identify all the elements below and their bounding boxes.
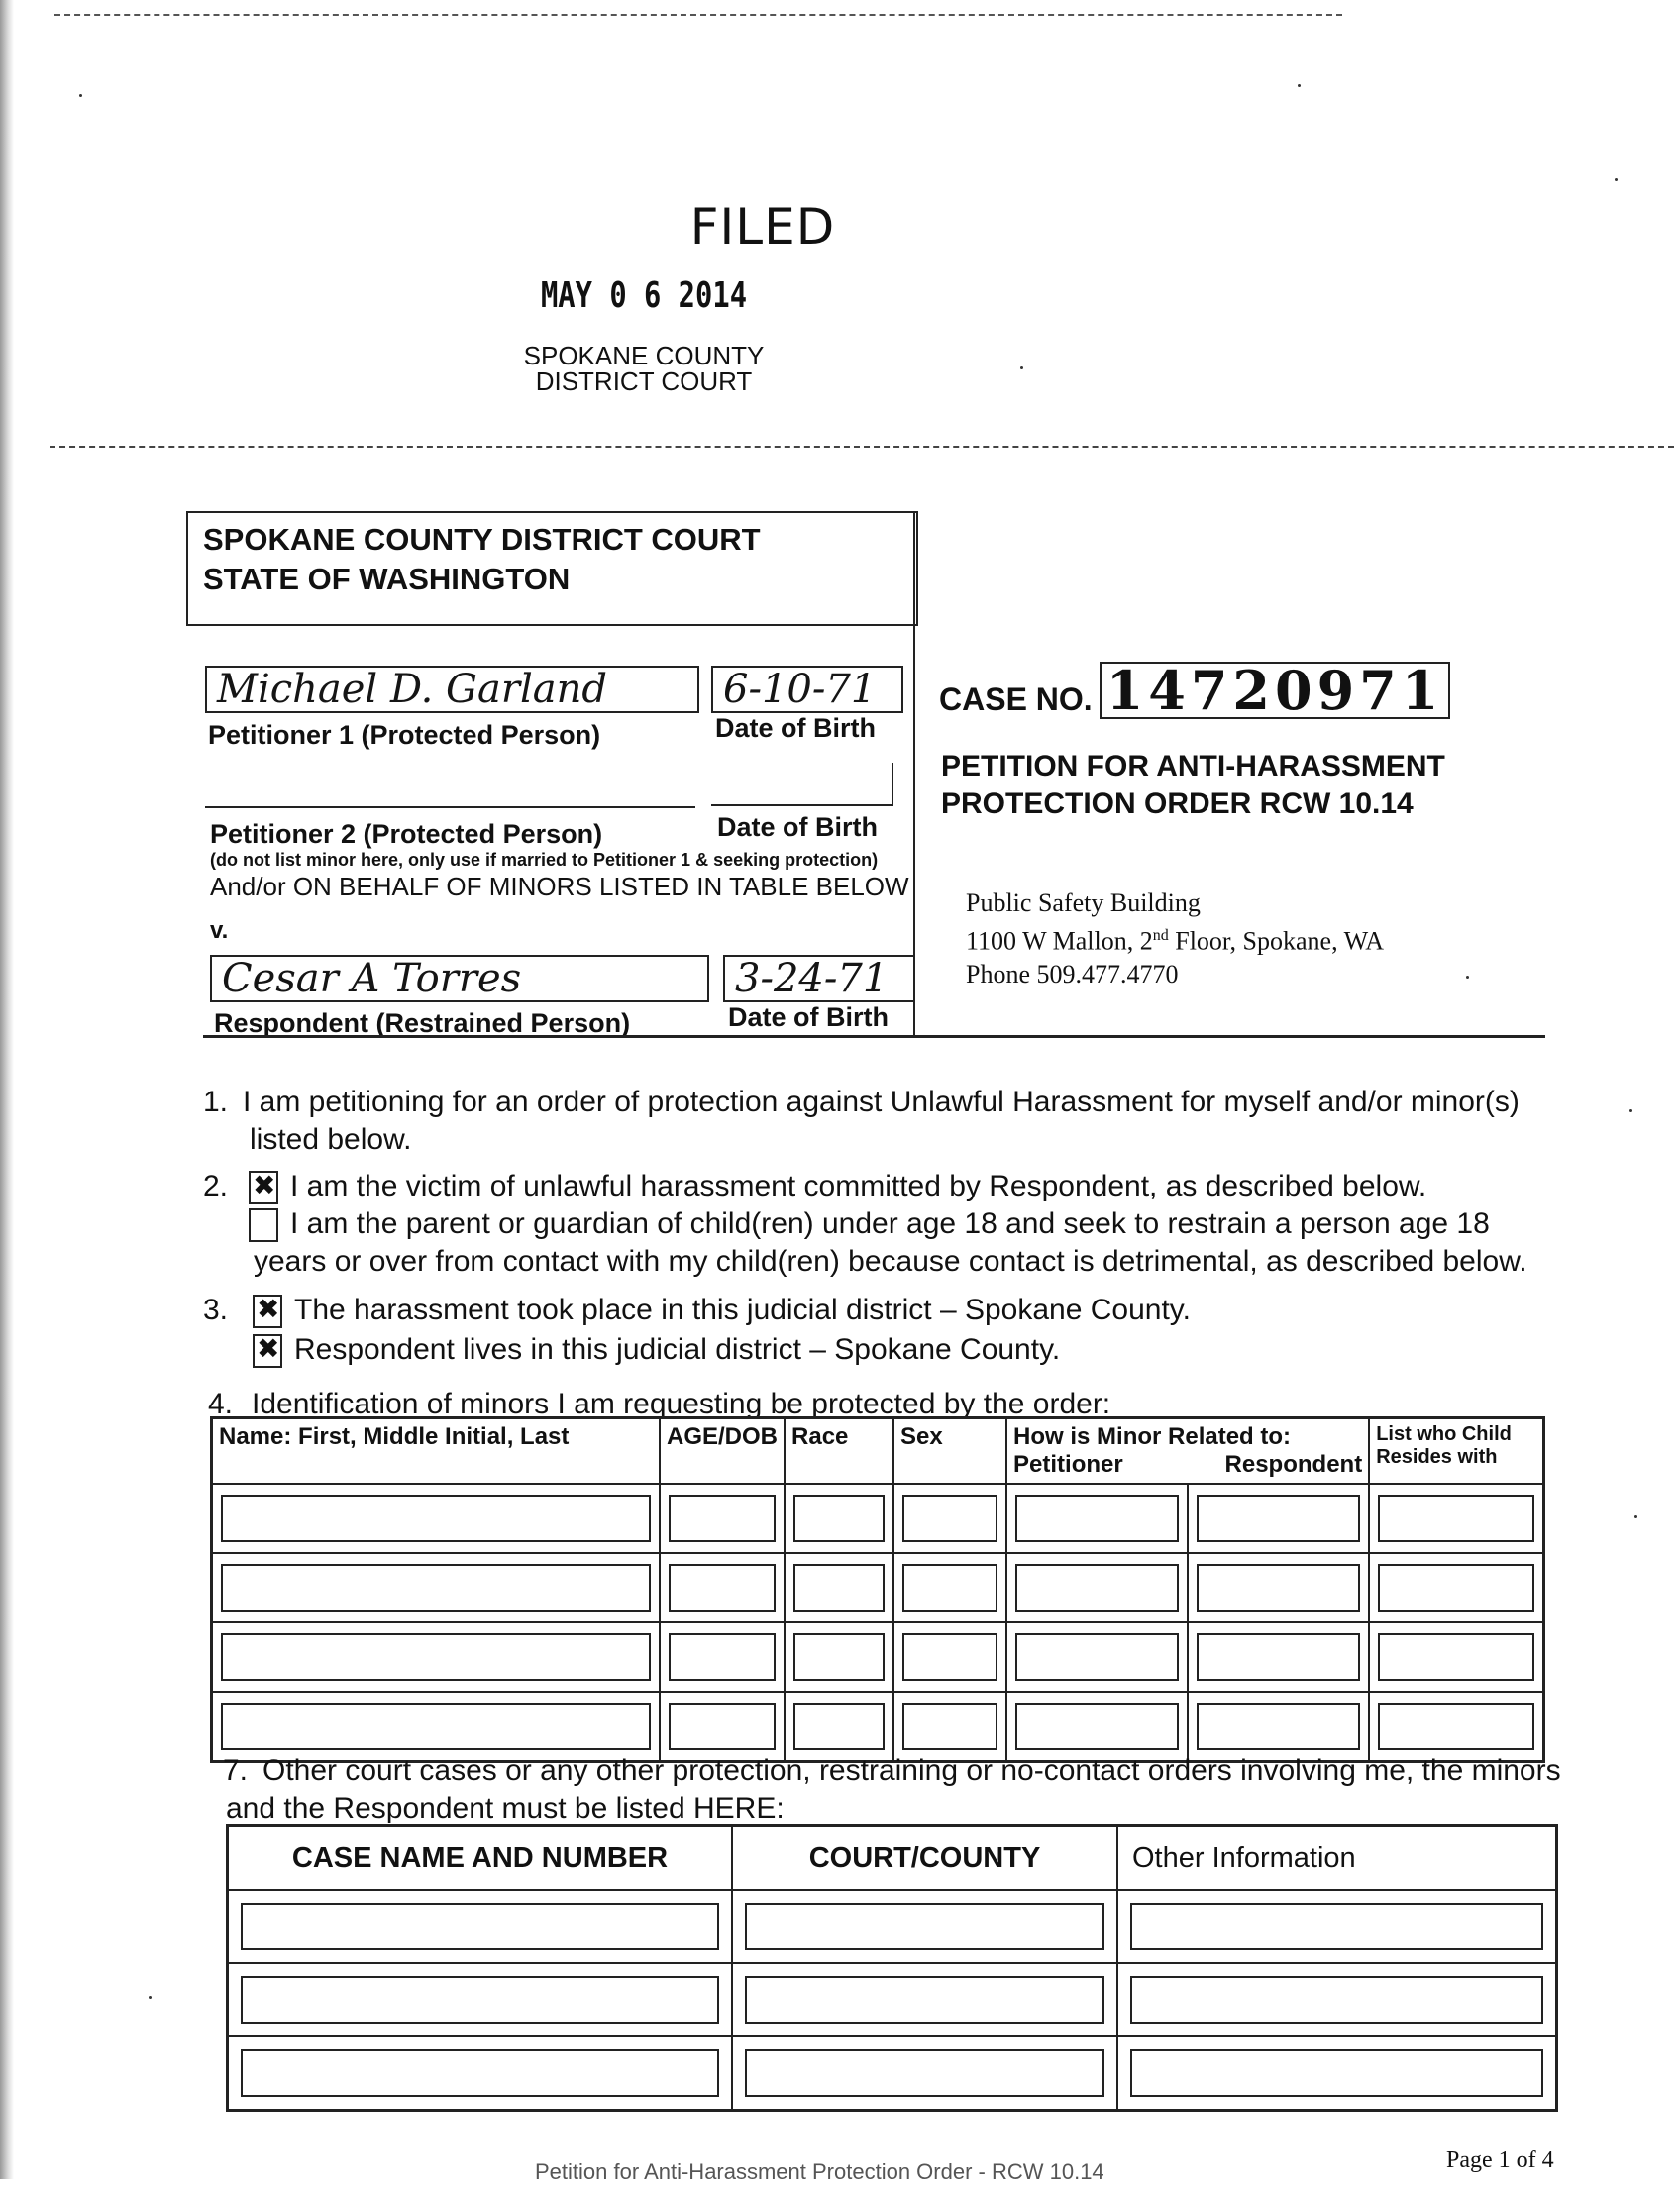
filed-stamp-court (495, 343, 792, 394)
minor-row (212, 1553, 1544, 1622)
case-number: 14720971 (1100, 662, 1450, 719)
petition-title-line2: PROTECTION ORDER RCW 10.14 (941, 787, 1414, 820)
case-cell (1117, 2036, 1557, 2111)
col-related-sub (1013, 1451, 1362, 1479)
minor-cell (1369, 1692, 1543, 1762)
case-row (228, 1963, 1557, 2036)
respondent-dob-field[interactable]: 3-24-71 (723, 955, 915, 1002)
case-cell (228, 1890, 733, 1963)
minor-cell (1188, 1692, 1369, 1762)
minor-input[interactable] (1015, 1564, 1179, 1612)
on-behalf-of-minors: And/or ON BEHALF OF MINORS LISTED IN TABLE BELOW (210, 872, 909, 901)
item2-number: 2. (203, 1170, 229, 1202)
case-cell (1117, 1890, 1557, 1963)
item3-option1-checkbox[interactable] (253, 1295, 282, 1328)
petition-title (941, 748, 1445, 823)
item2-option2 (249, 1206, 1490, 1242)
minor-input[interactable] (669, 1564, 776, 1612)
minor-input[interactable] (1015, 1495, 1179, 1542)
minor-input[interactable] (1378, 1703, 1534, 1750)
minor-input[interactable] (1015, 1703, 1179, 1750)
minor-input[interactable] (221, 1564, 651, 1612)
item7-text: Other court cases or any other protection, restraining or no-contact orders involving me, the minors (262, 1754, 1561, 1787)
scan-speck (1298, 84, 1301, 87)
minor-cell (1369, 1622, 1543, 1692)
petitioner1-name-label: Petitioner 1 (Protected Person) (208, 720, 601, 750)
minor-input[interactable] (1197, 1564, 1360, 1612)
case-input[interactable] (241, 2049, 719, 2097)
minor-row (212, 1484, 1544, 1553)
scan-top-edge (54, 14, 1342, 16)
minor-input[interactable] (793, 1495, 885, 1542)
scan-speck (1629, 1109, 1632, 1112)
col-race: Race (785, 1418, 893, 1485)
minor-cell (1006, 1553, 1188, 1622)
address-building: Public Safety Building (966, 888, 1201, 917)
col-resides-line2: Resides with (1376, 1446, 1498, 1468)
item1-text: I am petitioning for an order of protection against Unlawful Harassment for myself and/or minor(s) (243, 1086, 1520, 1118)
case-number-label: CASE NO. (939, 681, 1093, 717)
minor-input[interactable] (902, 1703, 998, 1750)
case-input[interactable] (745, 1903, 1104, 1950)
minor-input[interactable] (1197, 1495, 1360, 1542)
case-cell (732, 1890, 1117, 1963)
item3-option2 (253, 1332, 1060, 1368)
minor-cell (1006, 1622, 1188, 1692)
col-other-info: Other Information (1117, 1826, 1557, 1891)
minor-cell (212, 1553, 661, 1622)
minor-cell (893, 1692, 1006, 1762)
item1-line2: listed below. (250, 1123, 412, 1156)
minor-cell (1188, 1553, 1369, 1622)
other-cases-body (228, 1890, 1557, 2111)
minor-cell (785, 1484, 893, 1553)
minor-row (212, 1692, 1544, 1762)
item4-number: 4. (208, 1388, 234, 1420)
item7 (223, 1753, 1561, 1789)
minor-cell (660, 1622, 785, 1692)
item2-option1 (203, 1169, 1426, 1204)
scan-speck (1466, 976, 1469, 979)
minor-input[interactable] (793, 1633, 885, 1681)
item3-number: 3. (203, 1294, 229, 1326)
address-street-sup: nd (1152, 927, 1169, 944)
case-input[interactable] (745, 2049, 1104, 2097)
minor-cell (212, 1622, 661, 1692)
case-cell (732, 1963, 1117, 2036)
minor-input[interactable] (669, 1495, 776, 1542)
case-input[interactable] (1130, 1976, 1543, 2024)
minor-cell (893, 1622, 1006, 1692)
minor-input[interactable] (902, 1564, 998, 1612)
item3-option1 (203, 1293, 1191, 1328)
minor-cell (785, 1622, 893, 1692)
scan-speck (1634, 1515, 1637, 1518)
minor-input[interactable] (669, 1633, 776, 1681)
address-street (966, 919, 1384, 958)
minor-input[interactable] (1197, 1633, 1360, 1681)
col-resides (1369, 1418, 1543, 1485)
item2-option2-checkbox[interactable] (249, 1208, 278, 1242)
item2-option1-text: I am the victim of unlawful harassment committed by Respondent, as described below. (290, 1170, 1427, 1202)
filed-stamp-date: MAY 0 6 2014 (540, 275, 748, 316)
minors-table-header (212, 1418, 1544, 1485)
minor-cell (660, 1553, 785, 1622)
item1 (203, 1085, 1520, 1120)
item4-text: Identification of minors I am requesting be protected by the order: (252, 1388, 1111, 1420)
minors-table (210, 1416, 1545, 1763)
address-street-prefix: 1100 W Mallon, 2 (966, 926, 1153, 956)
petition-title-line1: PETITION FOR ANTI-HARASSMENT (941, 750, 1445, 782)
filed-stamp-court-line1: SPOKANE COUNTY (523, 341, 765, 370)
petitioner1-dob-field[interactable]: 6-10-71 (711, 666, 903, 713)
item3-option1-text: The harassment took place in this judicial district – Spokane County. (294, 1294, 1191, 1326)
minors-table-body (212, 1484, 1544, 1762)
item2-option1-checkbox[interactable] (249, 1171, 278, 1204)
col-sex: Sex (893, 1418, 1006, 1485)
case-input[interactable] (1130, 2049, 1543, 2097)
minor-input[interactable] (1378, 1633, 1534, 1681)
minor-cell (893, 1553, 1006, 1622)
other-cases-table (226, 1824, 1558, 2112)
col-related (1006, 1418, 1369, 1485)
minor-cell (1369, 1484, 1543, 1553)
item2-option2-line2: years or over from contact with my child(ren) because contact is detrimental, as described below. (254, 1245, 1527, 1278)
item3-option2-checkbox[interactable] (253, 1334, 282, 1368)
minor-cell (1188, 1622, 1369, 1692)
petitioner2-dob-label: Date of Birth (717, 812, 878, 842)
case-cell (732, 2036, 1117, 2111)
case-cell (1117, 1963, 1557, 2036)
col-case-name: CASE NAME AND NUMBER (228, 1826, 733, 1891)
col-related-title: How is Minor Related to: (1013, 1423, 1292, 1450)
petitioner2-name-line[interactable] (205, 767, 695, 808)
minor-cell (1006, 1692, 1188, 1762)
case-cell (228, 2036, 733, 2111)
minor-input[interactable] (221, 1703, 651, 1750)
case-row (228, 2036, 1557, 2111)
scan-left-edge (0, 0, 14, 2179)
col-court-county: COURT/COUNTY (732, 1826, 1117, 1891)
respondent-name-label: Respondent (Restrained Person) (214, 1008, 631, 1038)
respondent-dob-label: Date of Birth (728, 1002, 889, 1032)
case-cell (228, 1963, 733, 2036)
minor-input[interactable] (1378, 1495, 1534, 1542)
versus-label: v. (210, 917, 229, 944)
case-input[interactable] (745, 1976, 1104, 2024)
minor-input[interactable] (793, 1564, 885, 1612)
minor-cell (1369, 1553, 1543, 1622)
col-petitioner: Petitioner (1013, 1451, 1123, 1478)
case-input[interactable] (1130, 1903, 1543, 1950)
court-caption (203, 520, 761, 599)
address-phone: Phone 509.477.4770 (966, 959, 1179, 988)
minor-input[interactable] (793, 1703, 885, 1750)
case-input[interactable] (241, 1903, 719, 1950)
footer-form-title: Petition for Anti-Harassment Protection Order - RCW 10.14 (535, 2159, 1104, 2184)
other-cases-header (228, 1826, 1557, 1891)
item2-option2-text: I am the parent or guardian of child(ren) under age 18 and seek to restrain a person age 18 (290, 1207, 1490, 1240)
minor-input[interactable] (1197, 1703, 1360, 1750)
col-respondent: Respondent (1224, 1451, 1363, 1478)
scan-speck (79, 94, 82, 97)
col-name: Name: First, Middle Initial, Last (212, 1418, 661, 1485)
divider-top (50, 446, 1674, 448)
petitioner1-name-field[interactable]: Michael D. Garland (205, 666, 699, 713)
minor-cell (1188, 1484, 1369, 1553)
minor-cell (893, 1484, 1006, 1553)
minor-cell (1006, 1484, 1188, 1553)
col-resides-line1: List who Child (1376, 1423, 1512, 1445)
petitioner2-name-label: Petitioner 2 (Protected Person) (210, 819, 603, 849)
petitioner2-dob-field[interactable] (711, 763, 893, 806)
minor-cell (212, 1484, 661, 1553)
court-name: SPOKANE COUNTY DISTRICT COURT (203, 522, 761, 557)
col-age: AGE/DOB (660, 1418, 785, 1485)
minor-row (212, 1622, 1544, 1692)
minor-input[interactable] (221, 1633, 651, 1681)
scan-speck (1020, 366, 1023, 369)
case-row (228, 1890, 1557, 1963)
item7-line2: and the Respondent must be listed HERE: (226, 1792, 785, 1824)
divider-mid (203, 1035, 1545, 1038)
address-street-suffix: Floor, Spokane, WA (1168, 926, 1385, 956)
minor-cell (785, 1692, 893, 1762)
court-address (966, 886, 1384, 990)
minor-input[interactable] (669, 1703, 776, 1750)
minor-input[interactable] (1015, 1633, 1179, 1681)
page-number: Page 1 of 4 (1446, 2147, 1554, 2173)
minor-input[interactable] (902, 1495, 998, 1542)
item1-number: 1. (203, 1086, 229, 1118)
scan-speck (149, 1996, 152, 1999)
scan-speck (1615, 178, 1618, 181)
filed-stamp-court-line2: DISTRICT COURT (535, 366, 753, 396)
item3-option2-text: Respondent lives in this judicial district – Spokane County. (294, 1333, 1061, 1366)
petitioner2-note: (do not list minor here, only use if married to Petitioner 1 & seeking protection) (210, 850, 879, 870)
petitioner1-dob-label: Date of Birth (715, 713, 876, 743)
minor-input[interactable] (1378, 1564, 1534, 1612)
respondent-name-field[interactable]: Cesar A Torres (210, 955, 709, 1002)
minor-input[interactable] (902, 1633, 998, 1681)
filed-stamp-title: FILED (689, 198, 836, 256)
court-state: STATE OF WASHINGTON (203, 562, 571, 596)
minor-cell (785, 1553, 893, 1622)
item7-number: 7. (223, 1754, 249, 1787)
minor-input[interactable] (221, 1495, 651, 1542)
minor-cell (212, 1692, 661, 1762)
minor-cell (660, 1484, 785, 1553)
case-input[interactable] (241, 1976, 719, 2024)
minor-cell (660, 1692, 785, 1762)
